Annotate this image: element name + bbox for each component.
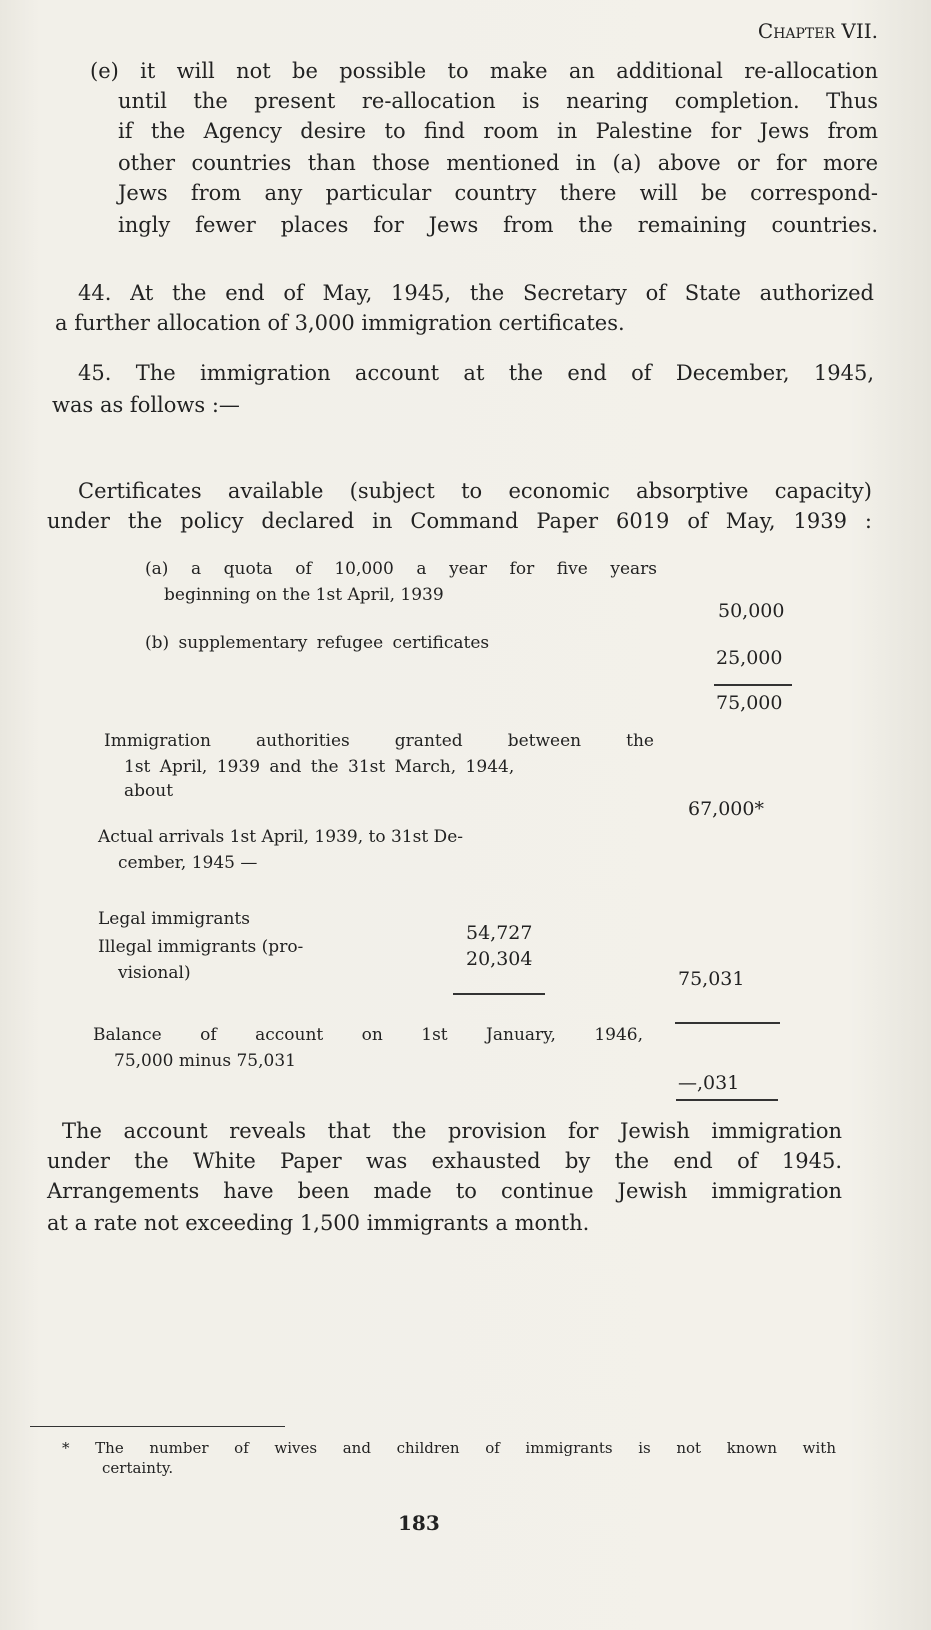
sum-rule bbox=[676, 1099, 778, 1101]
granted-label: about bbox=[124, 781, 174, 801]
sum-rule bbox=[675, 1022, 780, 1024]
granted-label: 1st April, 1939 and the 31st March, 1944, bbox=[124, 757, 515, 777]
legal-value: 54,727 bbox=[466, 922, 533, 944]
quota-b-label: (b) supplementary refugee certificates bbox=[145, 633, 490, 653]
balance-value: —,031 bbox=[678, 1072, 740, 1094]
text-line: under the policy declared in Command Paper 6019 of May, 1939 : bbox=[47, 509, 872, 533]
text-line: if the Agency desire to find room in Palestine for Jews from bbox=[118, 119, 878, 143]
text-line: at a rate not exceeding 1,500 immigrants a month. bbox=[47, 1211, 590, 1235]
arrivals-total: 75,031 bbox=[678, 968, 745, 990]
text-line: Jews from any particular country there will be correspond- bbox=[118, 181, 878, 205]
text-line: 44. At the end of May, 1945, the Secretary of State authorized bbox=[78, 281, 874, 305]
balance-label: Balance of account on 1st January, 1946, bbox=[93, 1025, 643, 1045]
sum-rule bbox=[453, 993, 545, 995]
text-line: other countries than those mentioned in (a) above or for more bbox=[118, 151, 878, 175]
quota-b-value: 25,000 bbox=[716, 647, 783, 669]
text-line: under the White Paper was exhausted by the end of 1945. bbox=[47, 1149, 842, 1173]
footnote-line: * The number of wives and children of immigrants is not known with bbox=[62, 1439, 836, 1457]
arrivals-label: cember, 1945 — bbox=[118, 853, 258, 873]
illegal-label: Illegal immigrants (pro- bbox=[98, 937, 304, 957]
text-line: Arrangements have been made to continue Jewish immigration bbox=[47, 1179, 842, 1203]
text-line: a further allocation of 3,000 immigration certificates. bbox=[55, 311, 625, 335]
balance-label: 75,000 minus 75,031 bbox=[114, 1051, 296, 1071]
text-line: (e) it will not be possible to make an additional re-allocation bbox=[90, 59, 878, 83]
text-line: Certificates available (subject to economic absorptive capacity) bbox=[78, 479, 872, 503]
granted-value: 67,000* bbox=[688, 798, 764, 820]
text-line: until the present re-allocation is nearing completion. Thus bbox=[118, 89, 878, 113]
granted-label: Immigration authorities granted between the bbox=[104, 731, 654, 751]
sum-rule bbox=[714, 684, 792, 686]
text-line: ingly fewer places for Jews from the remaining countries. bbox=[118, 213, 878, 237]
illegal-value: 20,304 bbox=[466, 948, 533, 970]
total-available: 75,000 bbox=[716, 692, 783, 714]
footnote-line: certainty. bbox=[102, 1459, 174, 1477]
legal-label: Legal immigrants bbox=[98, 909, 250, 929]
text-line: The account reveals that the provision for Jewish immigration bbox=[62, 1119, 842, 1143]
quota-a-label: beginning on the 1st April, 1939 bbox=[164, 585, 444, 605]
page-number: 183 bbox=[398, 1511, 440, 1535]
footnote-rule bbox=[30, 1426, 285, 1427]
quota-a-value: 50,000 bbox=[718, 600, 785, 622]
text-line: was as follows :— bbox=[52, 393, 240, 417]
arrivals-label: Actual arrivals 1st April, 1939, to 31st De- bbox=[98, 827, 463, 847]
text-line: 45. The immigration account at the end of December, 1945, bbox=[78, 361, 874, 385]
chapter-heading: Chapter VII. bbox=[757, 19, 878, 43]
illegal-label: visional) bbox=[118, 963, 191, 983]
quota-a-label: (a) a quota of 10,000 a year for five years bbox=[145, 559, 657, 579]
